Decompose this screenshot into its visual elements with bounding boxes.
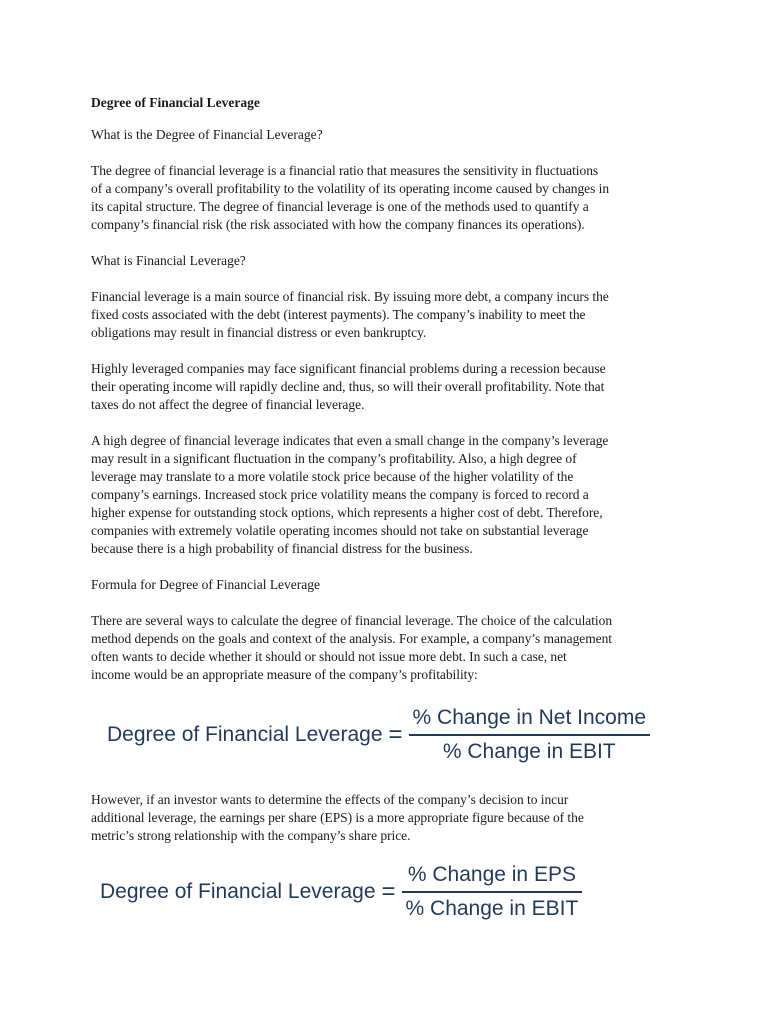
- text-line: metric’s strong relationship with the company’s share price.: [91, 828, 411, 843]
- text-line: its capital structure. The degree of financial leverage is one of the methods used to quantify a: [91, 199, 589, 214]
- text-line: Financial leverage is a main source of financial risk. By issuing more debt, a company incurs the: [91, 289, 609, 304]
- paragraph-calculation-ways: [91, 612, 691, 684]
- text-line: There are several ways to calculate the degree of financial leverage. The choice of the calculation: [91, 613, 613, 628]
- document-title: Degree of Financial Leverage: [91, 95, 260, 110]
- text-line: higher expense for outstanding stock options, which represents a higher cost of debt. Therefore,: [91, 505, 603, 520]
- paragraph-highly-leveraged: [91, 360, 691, 414]
- fraction-numerator: % Change in EPS: [407, 863, 576, 886]
- paragraph-dfl-definition: [91, 162, 691, 234]
- text-line: obligations may result in financial distress or even bankruptcy.: [91, 325, 427, 340]
- question-heading-dfl: What is the Degree of Financial Leverage?: [91, 127, 323, 142]
- text-line: A high degree of financial leverage indicates that even a small change in the company’s leverage: [91, 433, 609, 448]
- fraction-numerator: % Change in Net Income: [412, 706, 646, 729]
- text-line: often wants to decide whether it should or should not issue more debt. In such a case, net: [91, 649, 567, 664]
- formula-lhs: Degree of Financial Leverage: [100, 880, 376, 903]
- fraction-denominator: % Change in EBIT: [442, 740, 616, 763]
- equals-sign: =: [381, 878, 396, 905]
- equals-sign: =: [388, 721, 403, 748]
- formula-lhs: Degree of Financial Leverage: [107, 723, 383, 746]
- document-page: [91, 94, 691, 702]
- text-line: The degree of financial leverage is a financial ratio that measures the sensitivity in fluctuations: [91, 163, 599, 178]
- formula-heading: Formula for Degree of Financial Leverage: [91, 577, 321, 592]
- formula-eps: [100, 863, 582, 921]
- paragraph-financial-leverage: [91, 288, 691, 342]
- paragraph-high-degree: [91, 432, 691, 558]
- text-line: leverage may translate to a more volatile stock price because of the higher volatility of the: [91, 469, 574, 484]
- formula-net-income: [107, 706, 650, 764]
- text-line: income would be an appropriate measure of the company’s profitability:: [91, 667, 478, 682]
- text-line: companies with extremely volatile operating incomes should not take on substantial leverage: [91, 523, 589, 538]
- text-line: company’s earnings. Increased stock price volatility means the company is forced to record a: [91, 487, 589, 502]
- text-line: company’s financial risk (the risk associated with how the company finances its operations).: [91, 217, 585, 232]
- text-line: additional leverage, the earnings per share (EPS) is a more appropriate figure because of the: [91, 810, 584, 825]
- question-heading-financial-leverage: What is Financial Leverage?: [91, 253, 246, 268]
- text-line: because there is a high probability of financial distress for the business.: [91, 541, 473, 556]
- text-line: may result in a significant fluctuation in the company’s profitability. Also, a high degree of: [91, 451, 577, 466]
- text-line: Highly leveraged companies may face significant financial problems during a recession because: [91, 361, 606, 376]
- text-line: taxes do not affect the degree of financial leverage.: [91, 397, 365, 412]
- fraction-denominator: % Change in EBIT: [405, 897, 579, 920]
- fraction: [409, 706, 650, 764]
- text-line: However, if an investor wants to determine the effects of the company’s decision to incur: [91, 792, 569, 807]
- fraction: [402, 863, 583, 921]
- text-line: their operating income will rapidly decline and, thus, so will their overall profitability. Note that: [91, 379, 605, 394]
- text-line: of a company’s overall profitability to the volatility of its operating income caused by changes in: [91, 181, 610, 196]
- text-line: method depends on the goals and context of the analysis. For example, a company’s management: [91, 631, 613, 646]
- text-line: fixed costs associated with the debt (interest payments). The company’s inability to meet the: [91, 307, 586, 322]
- paragraph-eps: [91, 791, 691, 845]
